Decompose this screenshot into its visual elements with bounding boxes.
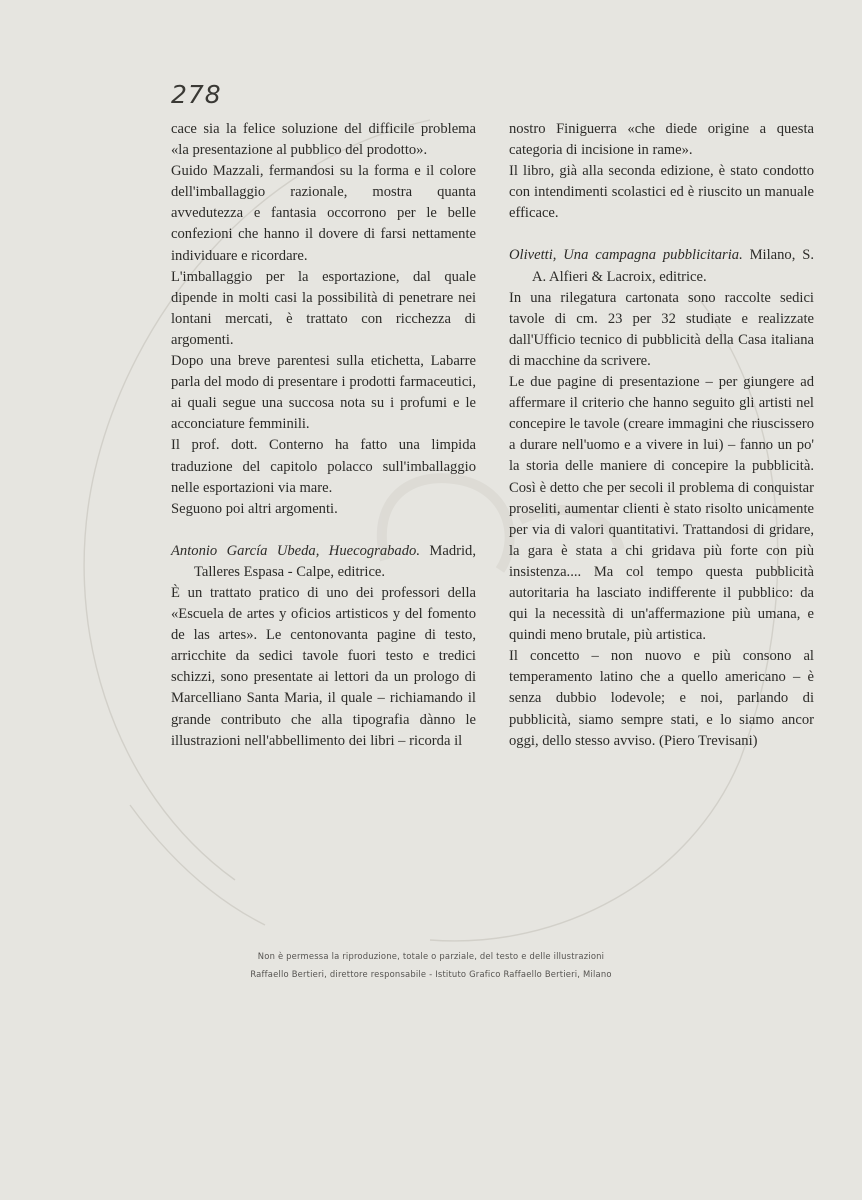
paragraph: cace sia la felice soluzione del difficile problema «la presentazione al pubblico del prodotto». — [171, 121, 476, 159]
page-number: 278 — [171, 80, 222, 109]
review-entry-body: In una rilegatura cartonata sono raccolte sedici tavole di cm. 23 per 32 studiate e realizzate dall'Ufficio tecnico di pubblicità della Casa italiana di macchine da scrivere. — [509, 289, 814, 369]
paragraph: Il prof. dott. Conterno ha fatto una limpida traduzione del capitolo polacco sull'imballaggio nelle esportazioni via mare. — [171, 437, 476, 496]
paragraph: Guido Mazzali, fermandosi su la forma e il colore dell'imballaggio razionale, mostra quanta avvedutezza e fantasia occorrono per le belle confezioni che hanno il dovere di farsi nettamente individuare e ricordare. — [171, 163, 476, 264]
right-column — [509, 119, 814, 752]
entry-author-title: Antonio García Ubeda, Huecograbado. — [171, 542, 420, 559]
footer-copyright-notice: Non è permessa la riproduzione, totale o parziale, del testo e delle illustrazioni — [257, 951, 605, 961]
review-entry-heading — [509, 245, 814, 287]
entry-publisher: Milano, S. A. Alfieri & Lacroix, editrice. — [532, 247, 814, 285]
paragraph: Dopo una breve parentesi sulla etichetta, Labarre parla del modo di presentare i prodotti farmaceutici, ai quali segue una succosa nota su i profumi e le acconciature femminili. — [171, 353, 476, 433]
entry-author-title: Olivetti, Una campagna pubblicitaria. — [509, 247, 743, 264]
review-entry-body: È un trattato pratico di uno dei professori della «Escuela de artes y oficios artisticos y del fomento de las artes». Le centonovanta pagine di testo, arricchite da sedici tavole fuori testo e tredici schizzi, sono presentate ai lettori da un prologo di Marcelliano Santa Maria, il quale – richiamando il grande contributo che alla tipografia dànno le illustrazioni nell'abbellimento dei libri – ricorda il — [171, 584, 476, 749]
paragraph: L'imballaggio per la esportazione, dal quale dipende in molti casi la possibilità di penetrare nei lontani mercati, è trattato con ricchezza di argomenti. — [171, 268, 476, 348]
review-entry-heading — [171, 541, 476, 583]
paragraph: nostro Finiguerra «che diede origine a questa categoria di incisione in rame». — [509, 121, 814, 159]
paragraph: Il libro, già alla seconda edizione, è stato condotto con intendimenti scolastici ed è riuscito un manuale efficace. — [509, 163, 814, 222]
left-column — [171, 119, 476, 752]
entry-publisher: Madrid, Talleres Espasa - Calpe, editrice. — [194, 542, 476, 580]
review-entry-body: Il concetto – non nuovo e più consono al temperamento latino che a quello americano – è senza dubbio lodevole; e noi, parlando di pubblicità, siamo sempre stati, e lo siamo ancor oggi, dello stesso avviso. (Piero Trevisani) — [509, 648, 814, 749]
review-entry-body: Le due pagine di presentazione – per giungere ad affermare il criterio che hanno seguito gli artisti nel concepire le tavole (creare immagini che riuscissero a durare nell'uomo e a vivere in lui) – fanno un po' la storia delle maniere di concepire la pubblicità. Così è detto che per secoli il problema di conquistar proseliti, aumentar clienti è stato risolto unicamente per via di valori quantitativi. Trattandosi di gridare, la gara è stata a chi gridava più forte con più insistenza.... Ma col tempo questa pubblicità autoritaria ha lasciato indifferente il pubblico: da qui la necessità di un'affermazione più umana, e quindi meno brutale, più artistica. — [509, 374, 814, 644]
paragraph: Seguono poi altri argomenti. — [171, 500, 338, 517]
footer-publisher-line: Raffaello Bertieri, direttore responsabile - Istituto Grafico Raffaello Bertieri, Milano — [250, 969, 612, 979]
